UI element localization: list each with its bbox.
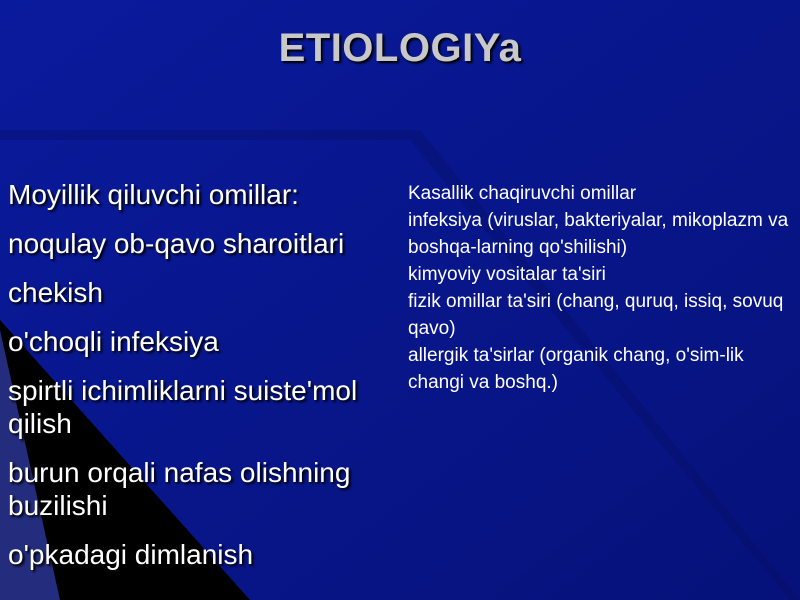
list-item: chekish [8, 277, 103, 308]
list-item: noqulay ob-qavo sharoitlari [8, 228, 345, 259]
list-item: o'choqli infeksiya [8, 326, 219, 357]
list-item: burun orqali nafas olishning buzilishi [8, 457, 351, 521]
list-item: fizik omillar ta'siri (chang, quruq, issiq, sovuq qavo) [408, 291, 784, 339]
list-item: Kasallik chaqiruvchi omillar [408, 183, 637, 204]
list-item: kimyoviy vositalar ta'siri [408, 264, 606, 285]
list-item: allergik ta'sirlar (organik chang, o'sim-lik changi va boshq.) [408, 345, 744, 393]
predisposing-factors-list [8, 178, 403, 587]
causative-factors-list [408, 180, 793, 396]
list-item: infeksiya (viruslar, bakteriyalar, mikoplazm va boshqa-larning qo'shilishi) [408, 210, 789, 258]
list-item: spirtli ichimliklarni suiste'mol qilish [8, 375, 358, 439]
list-item: o'pkadagi dimlanish [8, 539, 254, 570]
list-item: Moyillik qiluvchi omillar: [8, 179, 299, 210]
slide-title: ETIOLOGIYa [278, 26, 522, 70]
